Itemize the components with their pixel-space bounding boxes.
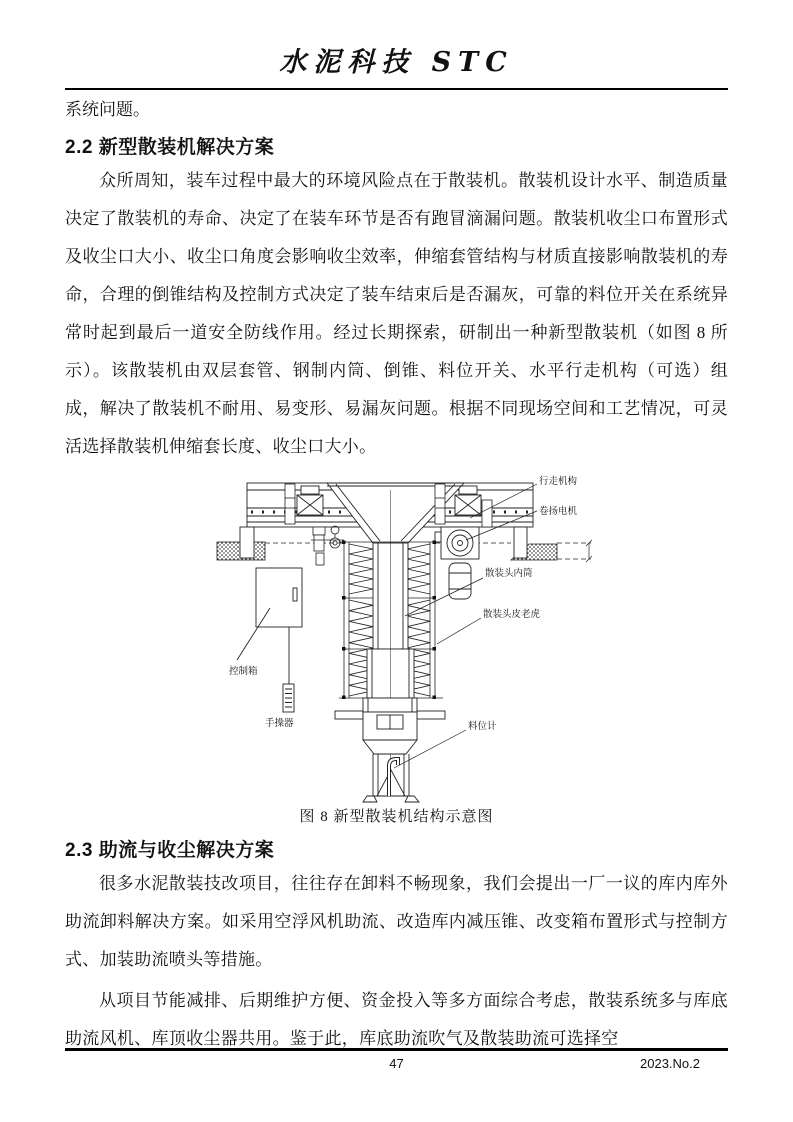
carryover-text: 系统问题。: [65, 100, 150, 119]
control-box-drawing: [237, 568, 302, 712]
bulk-loader-structure-diagram: [177, 470, 617, 804]
travel-wheel-left: [297, 486, 323, 515]
winch-motor-drawing: [435, 527, 479, 599]
journal-title: 水泥科技 STC: [279, 47, 514, 78]
section-2-3-heading: 2.3 助流与收尘解决方案: [65, 840, 275, 861]
label-winch-motor: 卷扬电机: [538, 506, 577, 517]
air-valve-cluster: [311, 526, 344, 565]
section-2-3-paragraph-1: 很多水泥散装技改项目，往往存在卸料不畅现象，我们会提出一厂一议的库内库外助流卸料解决方案。如采用空浮风机助流、改造库内减压锥、改变箱布置形式与控制方式、加装助流喷头等措施。: [65, 874, 728, 969]
figure-caption: 图 8 新型散装机结构示意图: [299, 809, 494, 825]
article-body: [0, 97, 793, 1058]
travel-wheel-right: [455, 486, 481, 515]
label-travel-mechanism: 行走机构: [538, 476, 577, 487]
issue-number: 2023.No.2: [640, 1056, 700, 1071]
section-2-2-paragraph: 众所周知，装车过程中最大的环境风险点在于散装机。散装机设计水平、制造质量决定了散装机的寿命、决定了在装车环节是否有跑冒滴漏问题。散装机收尘口布置形式及收尘口大小、收尘口角度会影响收尘效率，伸缩套管结构与材质直接影响散装机的寿命，合理的倒锥结构及控制方式决定了装车结束后是否漏灰，可靠的料位开关在系统异常时起到最后一道安全防线作用。经过长期探索，研制出一种新型散装机（如图 8 所示）。该散装机由双层套管、钢制内筒、倒锥、料位开关、水平行走机构（可选）组成，解决了散装机不耐用、易变形、易漏灰问题。根据不同现场空间和工艺情况，可灵活选择散装机伸缩套长度、收尘口大小。: [65, 171, 728, 456]
label-inner-tube: 散装头内筒: [484, 568, 533, 579]
label-control-box: 控制箱: [228, 666, 258, 677]
page-number: 47: [389, 1056, 404, 1071]
header-rule: [65, 88, 728, 90]
page-footer: [65, 1048, 728, 1071]
page-header: [0, 0, 793, 90]
figure-8: [65, 470, 728, 826]
label-bellows: 散装头皮老虎: [482, 609, 540, 620]
label-level-gauge: 料位计: [467, 721, 497, 732]
section-2-3-paragraph-2: 从项目节能减排、后期维护方便、资金投入等多方面综合考虑，散装系统多与库底助流风机、库顶收尘器共用。鉴于此，库底助流吹气及散装助流可选择空: [65, 991, 728, 1048]
section-2-2-heading: 2.2 新型散装机解决方案: [65, 137, 275, 158]
label-hand-operator: 手操器: [264, 718, 294, 729]
